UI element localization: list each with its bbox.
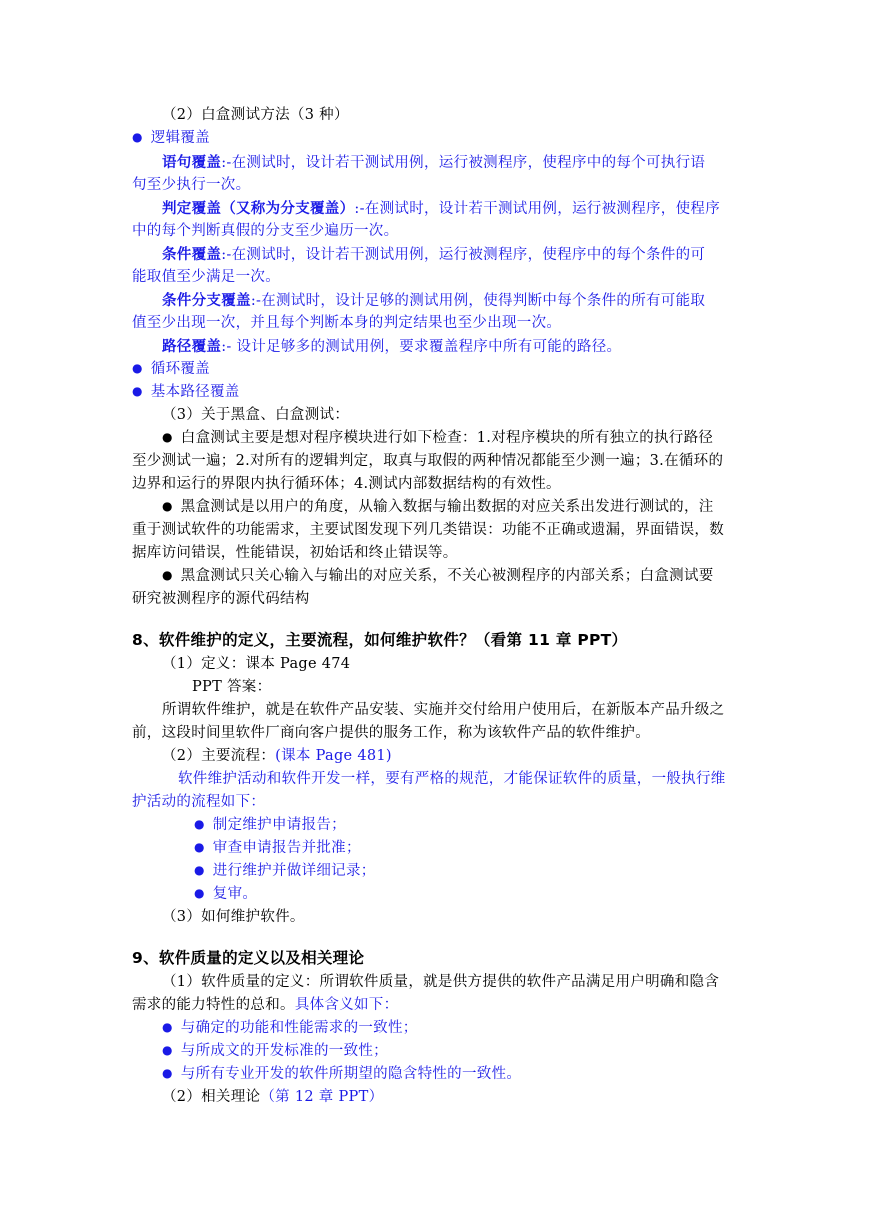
paragraph-text: 白盒测试主要是想对程序模块进行如下检查：1.对程序模块的所有独立的执行路径 (180, 430, 714, 446)
s8-paragraph-cont: 前，这段时间里软件厂商向客户提供的服务工作，称为该软件产品的软件维护。 (132, 725, 650, 741)
term-label: 条件分支覆盖 (162, 292, 251, 309)
condition-coverage-cont: 能取值至少满足一次。 (132, 269, 280, 285)
statement-coverage-line (162, 151, 772, 175)
bw-paragraph-2-cont: 重于测试软件的功能需求，主要试图发现下列几类错误：功能不正确或遗漏，界面错误，数 (132, 522, 724, 538)
list-item-label: 基本路径覆盖 (150, 384, 240, 400)
s8-flow-text: 软件维护活动和软件开发一样，要有严格的规范，才能保证软件的质量，一般执行维 (178, 771, 726, 787)
term-text: :- 设计足够多的测试用例，要求覆盖程序中所有可能的路径。 (221, 339, 622, 355)
list-item (132, 127, 742, 150)
term-label: 条件覆盖 (162, 246, 222, 263)
list-item-label: 进行维护并做详细记录； (212, 863, 376, 879)
definition-meaning: 具体含义如下： (294, 997, 399, 1013)
section-8-heading: 8、软件维护的定义，主要流程，如何维护软件？（看第 11 章 PPT） (132, 631, 628, 649)
list-item-label: 与所有专业开发的软件所期望的隐含特性的一致性。 (180, 1066, 522, 1082)
list-item (194, 860, 804, 883)
bullet-icon: ● (194, 886, 205, 900)
section-9-heading: 9、软件质量的定义以及相关理论 (132, 949, 365, 967)
s8-ppt-answer: PPT 答案： (192, 679, 272, 695)
decision-coverage-line (162, 197, 772, 221)
cd-coverage-cont: 值至少出现一次，并且每个判断本身的判定结果也至少出现一次。 (132, 315, 562, 331)
list-item-label: 制定维护申请报告； (212, 817, 346, 833)
list-item (194, 837, 804, 860)
list-item (132, 381, 742, 404)
whitebox-title: （2）白盒测试方法（3 种） (162, 107, 349, 123)
path-coverage-line (162, 335, 772, 359)
list-item (194, 883, 804, 906)
bw-paragraph-1 (162, 427, 772, 450)
flow-ref: (课本 Page 481) (275, 748, 392, 764)
theory-ref: （第 12 章 PPT） (260, 1089, 384, 1105)
definition-text: 需求的能力特性的总和。 (132, 997, 295, 1013)
bullet-icon: ● (162, 1020, 173, 1034)
bw-paragraph-3-cont: 研究被测程序的源代码结构 (132, 591, 310, 607)
bullet-icon: ● (194, 817, 205, 831)
paragraph-text: 黑盒测试只关心输入与输出的对应关系，不关心被测程序的内部关系；白盒测试要 (180, 568, 714, 584)
bullet-icon: ● (194, 863, 205, 877)
flow-label: （2）主要流程： (162, 748, 276, 764)
s8-definition: （1）定义：课本 Page 474 (162, 656, 351, 672)
list-item (162, 1063, 772, 1086)
list-item-label: 与确定的功能和性能需求的一致性； (180, 1020, 418, 1036)
s8-how: （3）如何维护软件。 (162, 909, 305, 925)
bullet-icon: ● (162, 1066, 173, 1080)
list-item (162, 1040, 772, 1063)
term-text: :-在测试时，设计若干测试用例，运行被测程序，使程序中的每个条件的可 (221, 247, 706, 263)
bullet-icon: ● (162, 1043, 173, 1057)
list-item-label: 逻辑覆盖 (150, 130, 210, 146)
bw-title: （3）关于黑盒、白盒测试： (162, 407, 350, 423)
statement-coverage-cont: 句至少执行一次。 (132, 177, 251, 193)
list-item-label: 复审。 (212, 886, 258, 902)
bw-paragraph-1-cont: 边界和运行的界限内执行循环体；4.测试内部数据结构的有效性。 (132, 476, 561, 492)
s8-flow-line (162, 745, 772, 768)
list-item-label: 循环覆盖 (150, 361, 210, 377)
condition-coverage-line (162, 243, 772, 267)
bw-paragraph-3 (162, 565, 772, 588)
bullet-icon: ● (162, 499, 173, 513)
term-text: :-在测试时，设计若干测试用例，运行被测程序，使程序中的每个可执行语 (221, 155, 706, 171)
s9-definition-cont (132, 994, 742, 1017)
term-text: :-在测试时，设计足够的测试用例，使得判断中每个条件的所有可能取 (250, 293, 706, 309)
list-item (162, 1017, 772, 1040)
list-item (132, 358, 742, 381)
term-text: :-在测试时，设计若干测试用例，运行被测程序，使程序 (354, 201, 720, 217)
bw-paragraph-2 (162, 496, 772, 519)
list-item (194, 814, 804, 837)
bullet-icon: ● (162, 568, 173, 582)
s9-theory (162, 1086, 772, 1109)
bw-paragraph-1-cont: 至少测试一遍；2.对所有的逻辑判定，取真与取假的两种情况都能至少测一遍；3.在循环的 (132, 453, 724, 469)
bullet-icon: ● (194, 840, 205, 854)
paragraph-text: 黑盒测试是以用户的角度，从输入数据与输出数据的对应关系出发进行测试的，注 (180, 499, 714, 515)
s9-definition: （1）软件质量的定义：所谓软件质量，就是供方提供的软件产品满足用户明确和隐含 (162, 974, 720, 990)
decision-coverage-cont: 中的每个判断真假的分支至少遍历一次。 (132, 223, 399, 239)
list-item-label: 与所成文的开发标准的一致性； (180, 1043, 388, 1059)
cd-coverage-line (162, 289, 772, 313)
bullet-icon: ● (162, 430, 173, 444)
term-label: 路径覆盖 (162, 338, 222, 355)
list-item-label: 审查申请报告并批准； (212, 840, 361, 856)
bullet-icon: ● (132, 130, 143, 144)
s8-flow-text-cont: 护活动的流程如下： (132, 794, 266, 810)
term-label: 语句覆盖 (162, 154, 222, 171)
bw-paragraph-2-cont: 据库访问错误，性能错误，初始话和终止错误等。 (132, 545, 458, 561)
bullet-icon: ● (132, 361, 143, 375)
term-label: 判定覆盖（又称为分支覆盖） (162, 200, 355, 217)
bullet-icon: ● (132, 384, 143, 398)
s8-paragraph: 所谓软件维护，就是在软件产品安装、实施并交付给用户使用后，在新版本产品升级之 (162, 702, 725, 718)
theory-label: （2）相关理论 (162, 1089, 261, 1105)
